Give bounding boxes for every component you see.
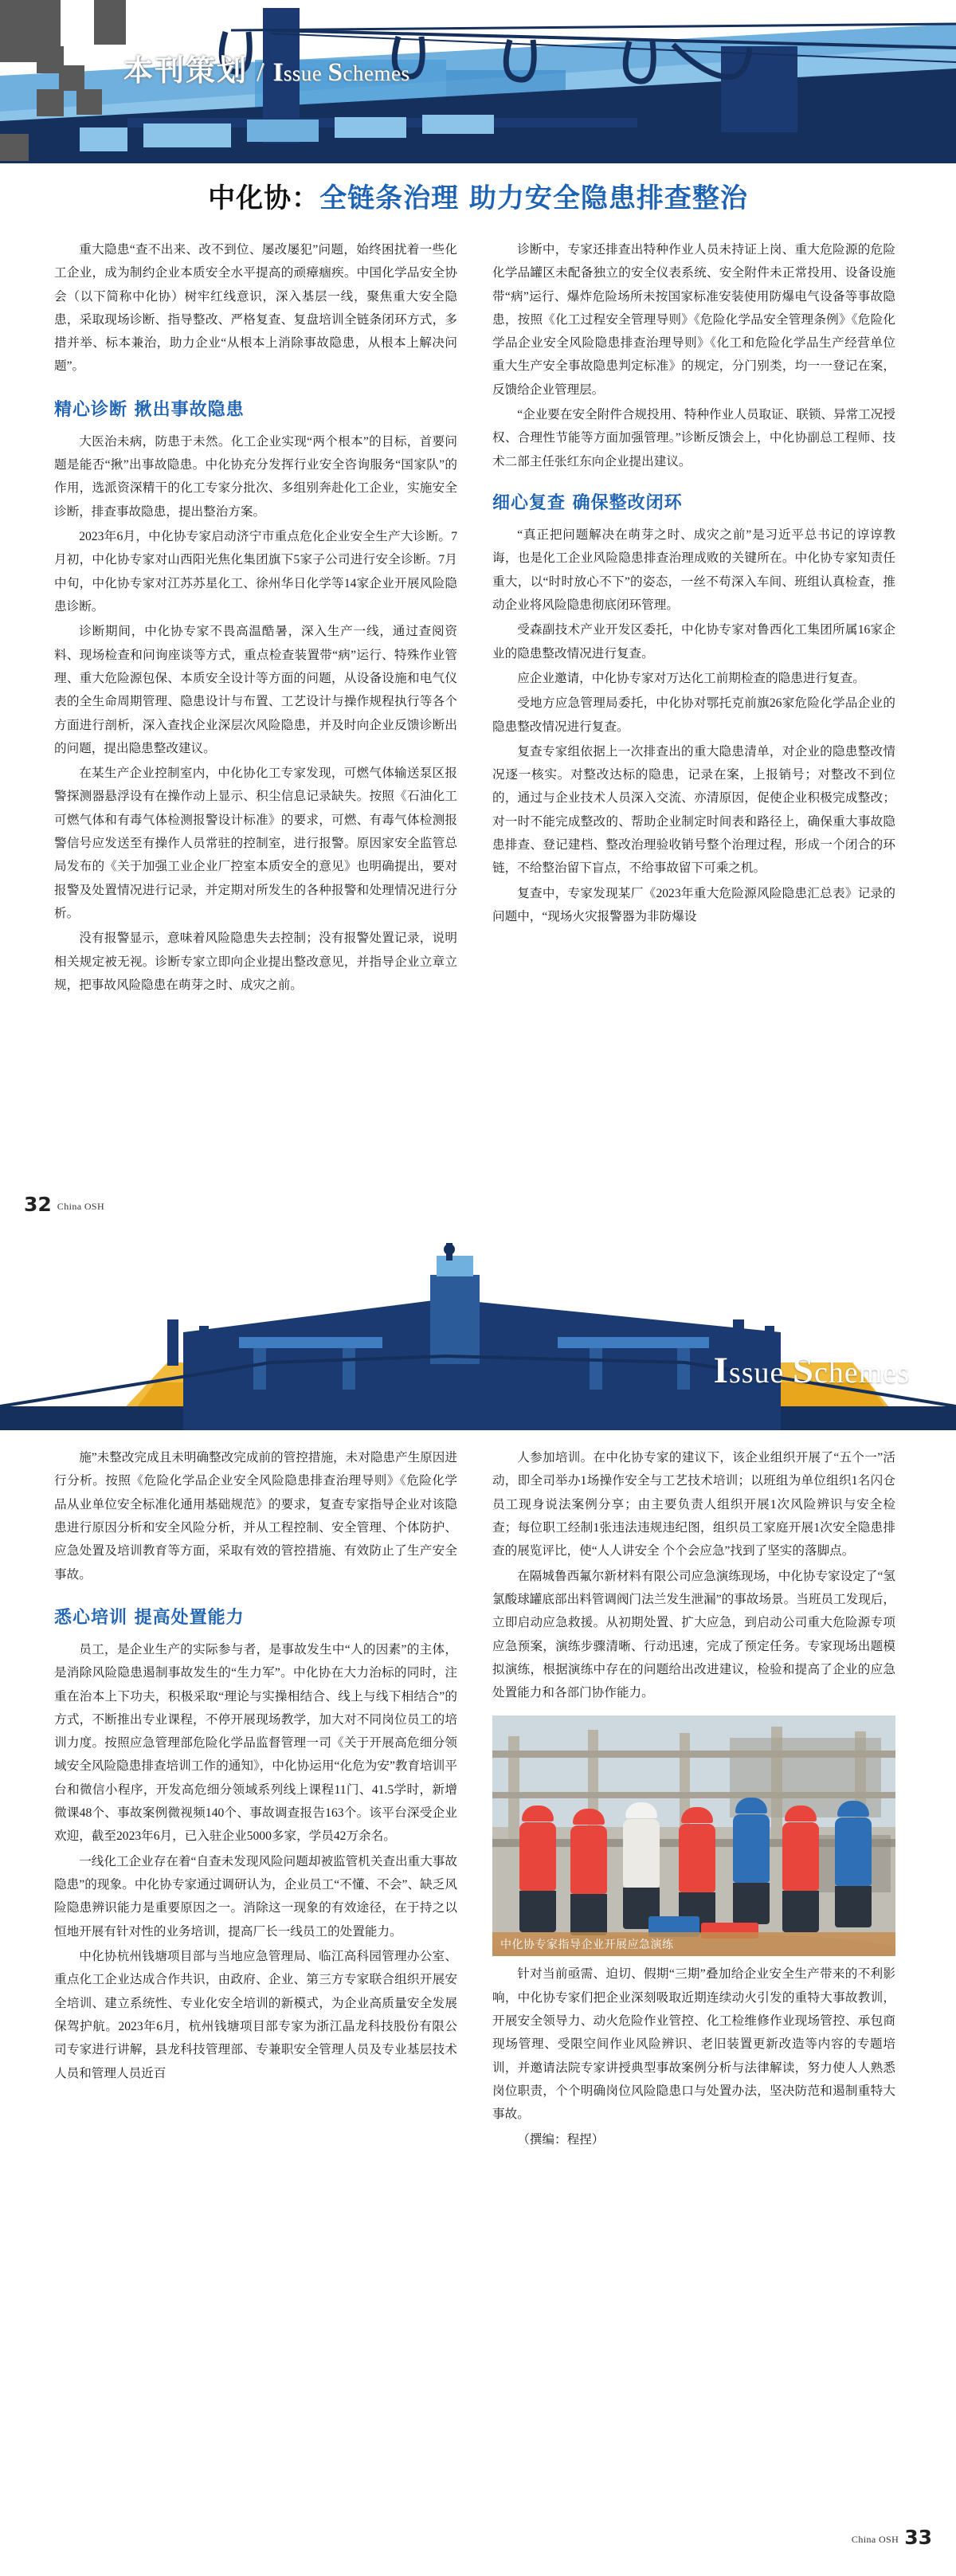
paragraph: 在隔城鲁西氟尔新材料有限公司应急演练现场，中化协专家设定了“氢氯酸球罐底部出料管调阀门法兰发生泄漏”的事故场景。当班员工发现后，立即启动应急救援。从初期处置、扩大应急，到启动公司重大危险源专项应急预案，演练步骤清晰、行动迅速，完成了预定任务。专家现场出题模拟演练，根据演练中存在的问题给出改进建议，检验和提高了企业的应急处置能力和各部门协作能力。: [492, 1569, 895, 1700]
worker-figure: [778, 1806, 824, 1932]
divider-title: Issue Schemes: [713, 1350, 910, 1391]
article-headline: [0, 181, 956, 218]
page1-left-column: [54, 238, 457, 998]
lead-paragraph: 重大隐患“查不出来、改不到位、屡改屡犯”问题，始终困扰着一些化工企业，成为制约企业本质安全水平提高的顽瘴痼疾。中国化学品安全协会（以下简称中化协）树牢红线意识，深入基层一线，聚焦重大安全隐患，采取现场诊断、指导整改、严格复查、复盘培训全链条闭环方式，多措并举、标本兼治，助力企业“从根本上消除事故隐患，从根本上解决问题”。: [54, 242, 457, 374]
photo-caption: 中化协专家指导企业开展应急演练: [492, 1932, 895, 1956]
banner-title-slash: /: [257, 57, 264, 87]
section-divider-illustration: [0, 1243, 956, 1430]
worker-figure: [830, 1801, 876, 1927]
magazine-page-2: [0, 1243, 956, 2576]
paragraph: 人参加培训。在中化协专家的建议下，该企业组织开展了“五个一”活动，即全司举办1场操作安全与工艺技术培训；以班组为单位组织1名闪仓员工现身说法案例分享；由主要负责人组织开展1次风险辨识与安全检查；每位职工经制1张违法违规违纪图，组织员工家庭开展1次安全隐患排查的展览评比，使“人人讲安全 个个会应急”找到了坚实的落脚点。: [492, 1451, 895, 1559]
paragraph: 受森副技术产业开发区委托，中化协专家对鲁西化工集团所属16家企业的隐患整改情况进行复查。: [492, 623, 895, 661]
decor-square: [94, 0, 126, 45]
page2-right-column: [492, 1446, 895, 2153]
decor-square: [37, 89, 64, 116]
headline-main: 全链条治理 助力安全隐患排查整治: [319, 182, 748, 214]
paragraph: 施”未整改完成且未明确整改完成前的管控措施，未对隐患产生原因进行分析。按照《危险化学品企业安全风险隐患排查治理导则》《危险化学品从业单位安全标准化通用基础规范》的要求，复查专家指导企业对该隐患进行原因分析和安全风险分析，并从工程控制、安全管理、个体防护、应急处置及培训教育等方面，采取有效的管控措施、有效防止了生产安全事故。: [54, 1451, 457, 1582]
page-number: 33: [904, 2526, 932, 2549]
page1-right-column: [492, 238, 895, 998]
banner-title-en: Issue Schemes: [272, 58, 410, 87]
page-header-banner: [0, 0, 956, 163]
folio-page-32: [24, 1194, 104, 1214]
worker-figure: [515, 1806, 561, 1932]
paragraph: 大医治未病，防患于未然。化工企业实现“两个根本”的目标，首要问题是能否“揪”出事故隐患。中化协充分发挥行业安全咨询服务“国家队”的作用，选派资深精干的化工专家分批次、多组别奔赴化工企业，实施安全诊断，排查事故隐患，提出整治方案。: [54, 434, 457, 519]
paragraph: 诊断中，专家还排查出特种作业人员未持证上岗、重大危险源的危险化学品罐区未配备独立的安全仪表系统、安全附件未正常投用、设备设施带“病”运行、爆炸危险场所未按国家标准安装使用防爆电气设备等事故隐患，按照《化工过程安全管理导则》《危险化学品安全管理条例》《危险化学品企业安全风险隐患排查治理导则》《化工和危险化学品生产经营单位重大生产安全事故隐患判定标准》的规定，分门别类，均一一登记在案，反馈给企业管理层。: [492, 242, 895, 397]
section-heading-3: 悉心培训 提高处置能力: [54, 1607, 245, 1628]
paragraph: 2023年6月，中化协专家启动济宁市重点危化企业安全生产大诊断。7月初，中化协专家对山西阳光焦化集团旗下5家子公司进行安全诊断。7月中旬，中化协专家对江苏苏星化工、徐州华日化学等14家企业开展风险隐患诊断。: [54, 530, 457, 614]
paragraph: 针对当前亟需、迫切、假期“三期”叠加给企业安全生产带来的不利影响，中化协专家们把企业深刻吸取近期连续动火引发的重特大事故教训，开展安全领导力、动火危险作业管控、化工检维修作业现场管控、承包商现场管理、受限空间作业风险辨识、老旧装置更新改造等内容的专题培训，并邀请法院专家讲授典型事故案例分析与法律解读，努力使人人熟悉岗位职责，个个明确岗位风险隐患口与处置办法，坚决防范和遏制重特大事故。: [492, 1967, 895, 2122]
banner-title: [123, 46, 409, 89]
page2-left-column: [54, 1446, 457, 2153]
paragraph: 在某生产企业控制室内，中化协化工专家发现，可燃气体输送泵区报警探测器悬浮设有在操作动上显示、积尘信息记录缺失。按照《石油化工可燃气体和有毒气体检测报警设计标准》的要求，可燃、有毒气体检测报警信号应发送至有操作人员常驻的控制室，进行报警。原因家安全监管总局发布的《关于加强工业企业厂控室本质安全的意见》也明确提出，要对报警及处置情况进行记录，并定期对所发生的各种报警和处理情况进行分析。: [54, 767, 457, 921]
article-byline: （撰编：程捏）: [517, 2132, 605, 2147]
divider-graphic: [0, 1243, 956, 1430]
paragraph: 受地方应急管理局委托，中化协对鄂托克前旗26家危险化学品企业的隐患整改情况进行复查。: [492, 696, 895, 734]
worker-figure: [566, 1809, 612, 1935]
paragraph: “真正把问题解决在萌芽之时、成灾之前”是习近平总书记的谆谆教诲，也是化工企业风险隐患排查治理成败的关键所在。中化协专家知责任重大，以“时时放心不下”的姿态，一丝不苟深入车间、班组认真检查，推动企业将风险隐患彻底闭环管理。: [492, 528, 895, 612]
paragraph: 应企业邀请，中化协专家对万达化工前期检查的隐患进行复查。: [517, 671, 865, 685]
section-heading-2: 细心复查 确保整改闭环: [492, 493, 683, 514]
page1-columns: [0, 238, 956, 998]
paragraph: 复查中，专家发现某厂《2023年重大危险源风险隐患汇总表》记录的问题中，“现场火灾报警器为非防爆设: [492, 886, 895, 924]
paragraph: 诊断期间，中化协专家不畏高温酷暑，深入生产一线，通过查阅资料、现场检查和问询座谈等方式，重点检查装置带“病”运行、特殊作业管理、重大危险源包保、本质安全设计等方面的问题，从设备设施和电气仪表的全生命周期管理、隐患设计与布置、工艺设计与操作规程执行等各个方面进行剖析，深入查找企业深层次风险隐患，并及时向企业反馈诊断出的问题，提出隐患整改建议。: [54, 625, 457, 755]
page2-columns: [0, 1446, 956, 2153]
worker-figure: [674, 1807, 720, 1934]
paragraph: 中化协杭州钱塘项目部与当地应急管理局、临江高科园管理办公室、重点化工企业达成合作共识，由政府、企业、第三方专家联合组织开展安全培训、建立系统性、专业化安全培训的新模式，为企业高质量安全发展保驾护航。2023年6月，杭州钱塘项目部专家为浙江晶龙科技股份有限公司专家进行讲解，县龙科技管理部、专兼职安全管理人员及专业基层技术人员和管理人员近百: [54, 1949, 457, 2080]
paragraph: 没有报警显示，意味着风险隐患失去控制；没有报警处置记录，说明相关规定被无视。诊断专家立即向企业提出整改意见，并指导企业立章立规，把事故风险隐患在萌芽之时、成灾之前。: [54, 931, 457, 992]
decor-square: [59, 65, 84, 91]
publication-name: China OSH: [851, 2534, 899, 2545]
paragraph: 复查专家组依据上一次排查出的重大隐患清单，对企业的隐患整改情况逐一核实。对整改达标的隐患，记录在案，上报销号；对整改不到位的，通过与企业技术人员深入交流、亦清原因，促使企业积极完成整改；对一时不能完成整改的、帮助企业制定时间表和路径上，确保重大事故隐患排查、登记建档、整改治理验收销号整个治理过程，形成一个闭合的环链，不给整治留下盲点，不给事故留下可乘之机。: [492, 744, 895, 876]
magazine-page-1: [0, 0, 956, 1243]
headline-prefix: 中化协：: [208, 182, 320, 214]
publication-name: China OSH: [57, 1201, 105, 1212]
decor-square: [76, 89, 102, 115]
paragraph: “企业要在安全附件合规投用、特种作业人员取证、联锁、异常工况授权、合理性节能等方面加强管理。”诊断反馈会上，中化协副总工程师、技术二部主任张红东向企业提出建议。: [492, 408, 895, 469]
article-photo: [492, 1715, 895, 1956]
page-number: 32: [24, 1193, 52, 1216]
decor-square: [0, 134, 29, 161]
banner-title-cn: 本刊策划: [123, 53, 248, 88]
paragraph: 一线化工企业存在着“自查未发现风险问题却被监管机关查出重大事故隐患”的现象。中化协专家通过调研认为，企业员工“不懂、不会”、缺乏风险隐患辨识能力是重要原因之一。消除这一现象的有效途径，在于持之以恒地开展有针对性的业务培训，提高厂长一线员工的处置能力。: [54, 1854, 457, 1939]
worker-figure: [618, 1802, 664, 1929]
paragraph: 员工，是企业生产的实际参与者，是事故发生中“人的因素”的主体，是消除风险隐患遏制事故发生的“生力军”。中化协在大力治标的同时，注重在治本上下功夫，积极采取“理论与实操相结合、线上与线下相结合”的方式，不断推出专业课程，不停开展现场教学，加大对不同岗位员工的培训力度。按照应急管理部危险化学品监督管理一司《关于开展高危细分领域安全风险隐患排查培训工作的通知》，中化协运用“化危为安”教育培训平台和微信小程序，开发高危细分领域系列线上课程11门、41.5学时，新增微课48个、事故案例微视频140个、事故调查报告163个。该平台深受企业欢迎，截至2023年6月，已入驻企业5000多家，学员42万余名。: [54, 1642, 457, 1844]
worker-figure: [728, 1798, 774, 1924]
folio-page-33: [852, 2527, 932, 2547]
section-heading-1: 精心诊断 揪出事故隐患: [54, 399, 245, 420]
